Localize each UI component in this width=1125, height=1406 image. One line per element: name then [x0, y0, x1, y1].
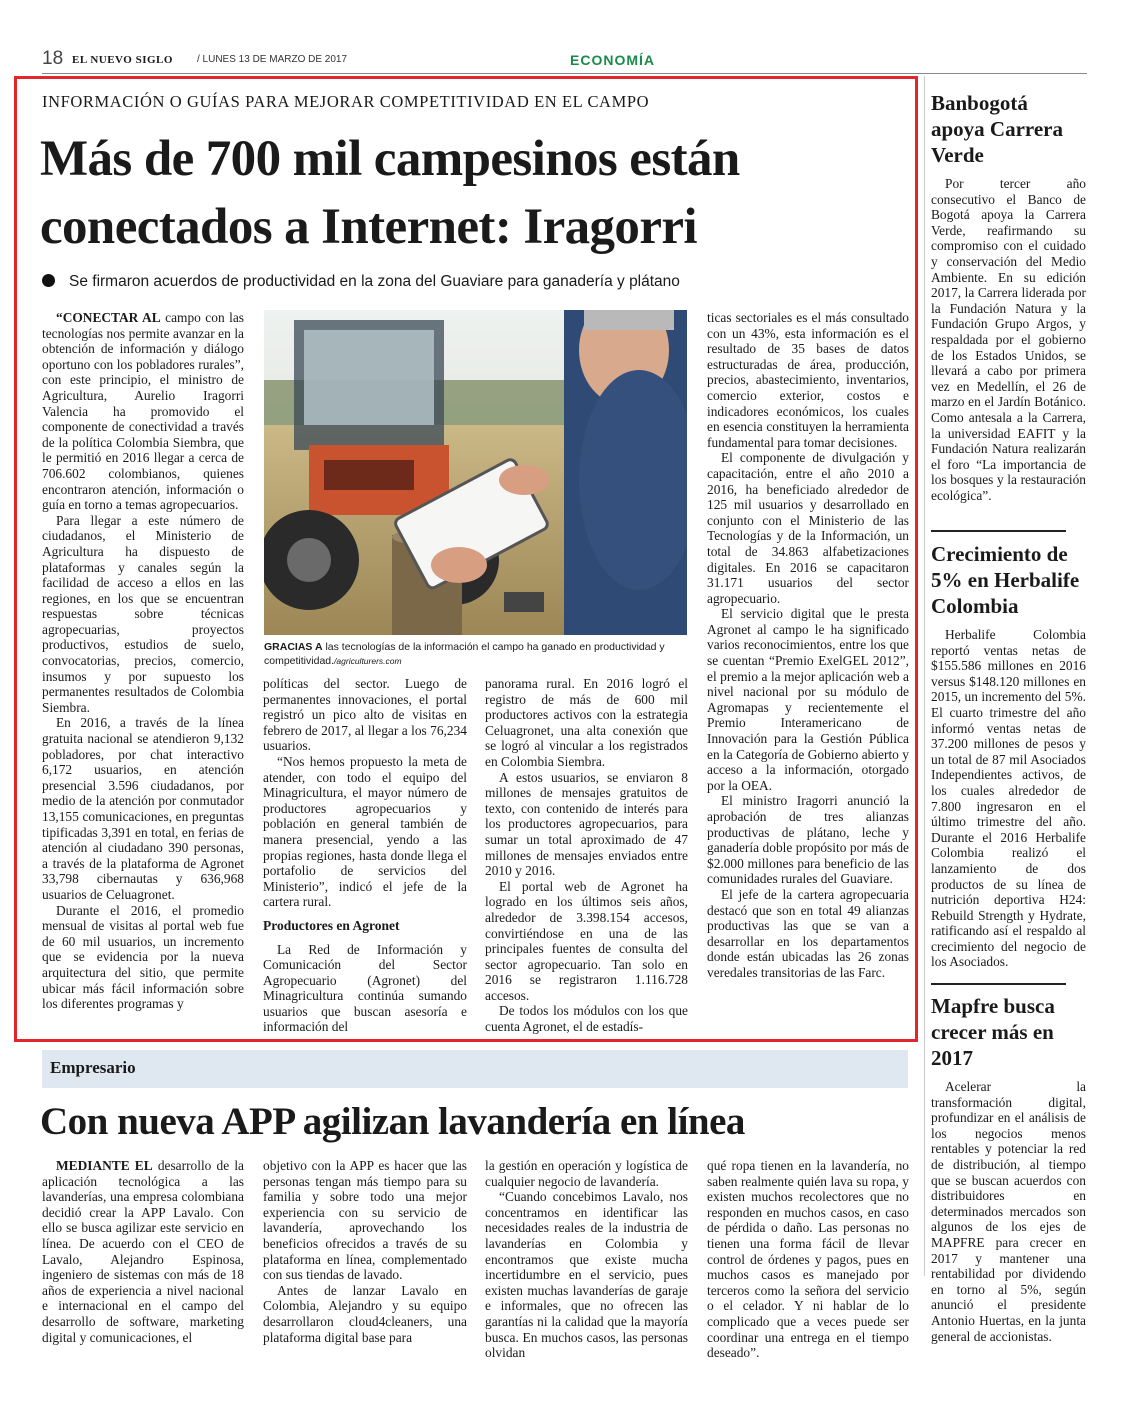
col2-subheading: Productores en Agronet: [263, 917, 400, 933]
photo-caption: [264, 641, 687, 668]
second-headline: Con nueva APP agilizan lavandería en línea: [40, 1100, 745, 1143]
bullet-icon: [42, 274, 55, 287]
paragraph: “Cuando concebimos Lavalo, nos concentramos en identificar las necesidades reales de la industria de lavanderías en Colombia y encontramos que existe mucha incertidumbre en el servicio, pues existen muchas lavanderías de garaje e informales, que no ofrecen las garantías ni la calidad que la mayoría busca. En muchos casos, las personas olvidan: [485, 1189, 688, 1361]
header-rule: [42, 73, 1087, 74]
subhead: [42, 273, 902, 291]
paragraph: qué ropa tienen en la lavandería, no saben realmente quién lava su ropa, y existen muchos recolectores que no responden en muchos casos, en caso de pérdida o daño. Las personas no tienen una forma fácil de llevar control de órdenes y pagos, pues en muchos casos es manejado por terceros como la señora del servicio o el celador. Y ni hablar de lo complicado que a veces puede ser coordinar una entrega en el tiempo deseado”.: [707, 1158, 909, 1361]
paragraph: En 2016, a través de la línea gratuita nacional se atendieron 9,132 pobladores, por chat interactivo 6,172 usuarios, en atención presencial 3.596 ciudadanos, por medio de la atención por conmutador 13,155 comunicaciones, en preguntas tipificadas 3,391 en total, en ferias de atención al ciudadano 390 personas, a través de la plataforma de Agronet 33,798 cibernautas y 636,968 usuarios de Celuagronet.: [42, 715, 244, 902]
brief-title: Banbogotá apoya Carrera Verde: [931, 91, 1063, 167]
empresario-band: [42, 1050, 908, 1088]
paragraph: El servicio digital que le presta Agronet al campo le ha significado varios reconocimientos, entre los que se cuentan “Premio ExelGEL 2012”, el premio a la mejor aplicación web a nivel nacional por su módulo de Agromapas y recientemente el Premio Interamericano de Innovación para la Gestión Pública en la Categoría de Gobierno abierto y acceso a la información, otorgado por la OEA.: [707, 606, 909, 793]
second-col-1: MEDIANTE EL desarrollo de la aplicación tecnológica a las lavanderías, una empresa colombiana decidió crear la APP Lavalo. Con ello se busca agilizar este servicio en línea. De acuerdo con el CEO de Lavalo, Alejandro Espinosa, ingeniero de sistemas con más de 18 años de experiencia a nivel nacional e internacional en el campo del desarrollo de software, marketing digital y comunicaciones, el: [42, 1158, 244, 1345]
headline-line-2: conectados a Internet: Iragorri: [40, 199, 697, 255]
sidebar-rule-1: [931, 530, 1066, 532]
main-headline: [40, 125, 910, 261]
page-header: [42, 48, 1088, 74]
paragraph: El componente de divulgación y capacitación, entre el año 2010 a 2016, ha beneficiado alrededor de 125 mil usuarios y desarrollado en conjunto con el Ministerio de las Tecnologías y de la Información, un total de 34.863 alfabetizaciones digitales. En 2016 se capacitaron 31.171 usuarios del sector agropecuario.: [707, 450, 909, 606]
paragraph: A estos usuarios, se enviaron 8 millones de mensajes gratuitos de texto, con contenido de interés para los productores agropecuarios, para sumar un total aproximado de 47 millones de mensajes enviados entre 2010 y 2016.: [485, 769, 688, 879]
caption-text: las tecnologías de la información el campo ha ganado en productividad y competitividad.: [264, 641, 665, 667]
paragraph: Durante el 2016, el promedio mensual de visitas al portal web fue de 60 mil usuarios, un incremento que se evidencia por la nueva arquitectura del sitio, que permite ubicar más fácil información sobre los diferentes programas y: [42, 902, 244, 1012]
paragraph: objetivo con la APP es hacer que las personas tengan más tiempo para su familia y sobre todo una mejor experiencia con su servicio de lavandería, aprovechando los beneficios ofrecidos a través de su plataforma en línea, complementado con sus tiendas de lavado.: [263, 1158, 467, 1283]
paragraph: La Red de Información y Comunicación del Sector Agropecuario (Agronet) del Minagricultura continúa sumando usuarios que buscan asesoría e información del: [263, 941, 467, 1035]
second-col-3: [485, 1158, 688, 1361]
paragraph: El ministro Iragorri anunció la aprobación de tres alianzas productivas de plátano, leche y ganadería doble propósito por más de $2.000 millones para beneficio de las comunidades rurales del Guaviare.: [707, 793, 909, 887]
caption-lead: GRACIAS A: [264, 641, 323, 653]
paragraph: Para llegar a este número de ciudadanos, el Ministerio de Agricultura ha dispuesto de plataformas y canales según la facilidad de acceso a ellos en las regiones, en los que se encuentran respuestas sobre técnicas agropecuarias, proyectos productivos, estudios de suelo, convocatorias, precios, comercio, insumos y por supuesto los permanentes resultados de Colombia Siembra.: [42, 512, 244, 715]
subhead-text: Se firmaron acuerdos de productividad en la zona del Guaviare para ganadería y plátano: [69, 273, 680, 290]
second-col-2: [263, 1158, 467, 1345]
paragraph: El jefe de la cartera agropecuaria destacó que son en total 49 alianzas productivas las que se van a desarrollar en los departamentos donde están ubicadas las 26 zonas veredales transitorias de las Farc.: [707, 886, 909, 980]
paragraph: políticas del sector. Luego de permanentes innovaciones, el portal registró un pico alto de visitas en febrero de 2017, al llegar a los 76,234 usuarios.: [263, 676, 467, 754]
brief-title: Crecimiento de 5% en Herbalife Colombia: [931, 542, 1080, 618]
lead-in: “CONECTAR AL: [56, 310, 161, 325]
sidebar-rule-2: [931, 983, 1066, 985]
section-label: Empresario: [50, 1058, 136, 1077]
paragraph: De todos los módulos con los que cuenta Agronet, el de estadís-: [485, 1003, 688, 1035]
sidebar-divider: [924, 76, 925, 1276]
paragraph: El portal web de Agronet ha logrado en los últimos seis años, alrededor de 3.398.154 accesos, convirtiéndose en una de las principales fuentes de consulta del sector agropecuario. Tan solo en 2016 se registraron 1.116.728 accesos.: [485, 878, 688, 1003]
main-col-1: “CONECTAR AL campo con las tecnologías nos permite avanzar en la obtención de información y diálogo oportuno con los pobladores rurales”, con este principio, el ministro de Agricultura, Aurelio Iragorri Valencia ha promovido el componente de conectividad a través de la política Colombia Siembra, que le permitió en 2016 llegar a cerca de 706.602 colombianos, quienes encontraron atención, información o guía en torno a temas agropecuarios. Para llegar a este número de ciudadanos, el Ministerio de Agricultura ha dispuesto de plataformas y canales según la facilidad de acceso a ellos en las regiones, en los que se encuentran respuestas sobre técnicas agropecuarias, proyectos productivos, estudios de suelo, convocatorias, precios, comercio, insumos y por supuesto los permanentes resultados de Colombia Siembra. En 2016, a través de la línea gratuita nacional se atendieron 9,132 pobladores, por chat interactivo 6,172 usuarios, en atención presencial 3.596 ciudadanos, por medio de la atención por conmutador 13,155 comunicaciones, en preguntas tipificadas 3,391 en total, en ferias de atención al ciudadano 390 personas, a través de la plataforma de Agronet 33,798 cibernautas y 636,968 usuarios de Celuagronet. Durante el 2016, el promedio mensual de visitas al portal web fue de 60 mil usuarios, un incremento que se evidencia por la nueva arquitectura del sitio, que permite ubicar más fácil información sobre los diferentes programas y: [42, 310, 244, 1012]
main-col-4: [707, 310, 909, 981]
sidebar-brief-1: [931, 90, 1086, 503]
paragraph: la gestión en operación y logística de cualquier negocio de lavandería.: [485, 1158, 688, 1189]
paragraph: “Nos hemos propuesto la meta de atender, con todo el equipo del Minagricultura, el mayor número de productores agropecuarios y población en general también de manera presencial, yendo a las propias regiones, hasta donde llega el portafolio de servicios del Ministerio”, indicó el jefe de la cartera rural.: [263, 753, 467, 910]
headline-line-1: Más de 700 mil campesinos están: [40, 131, 740, 187]
main-col-2: [263, 676, 467, 1035]
brief-text: Herbalife Colombia reportó ventas netas de $155.586 millones en 2016 versus $148.120 millones en 2015, un incremento del 5%. El cuarto trimestre del año informó ventas netas de 37.200 millones de pesos y un total de 87 mil Asociados Independientes activos, de los cuales alrededor de 7.800 ingresaron en el último trimestre del año. Durante el 2016 Herbalife Colombia realizó el lanzamiento de dos productos de su línea de nutrición deportiva H24: Rebuild Strength y Hydrate, ratificando así el respaldo al crecimiento del negocio de los Asociados.: [931, 627, 1086, 970]
second-col-4: [707, 1158, 909, 1361]
paragraph: Antes de lanzar Lavalo en Colombia, Alejandro y su equipo desarrollaron cloud4cleaners, una plataforma digital base para: [263, 1282, 467, 1345]
lead-in: MEDIANTE EL: [56, 1158, 153, 1173]
issue-date: / LUNES 13 DE MARZO DE 2017: [197, 54, 348, 65]
main-kicker: INFORMACIÓN O GUÍAS PARA MEJORAR COMPETITIVIDAD EN EL CAMPO: [42, 92, 650, 111]
photo-illustration: [264, 310, 687, 635]
sidebar-brief-2: [931, 541, 1086, 970]
section-name: ECONOMÍA: [570, 52, 655, 68]
paragraph: panorama rural. En 2016 logró el registro de más de 600 mil productores activos con la estrategia Celuagronet, una alta conexión que se logró al vincular a los registrados en Colombia Siembra.: [485, 676, 688, 769]
brief-text: Acelerar la transformación digital, profundizar en el análisis de los negocios menos rentables y potenciar la red de distribución, al tiempo que se buscan acuerdos con distribuidores en determinados mercados son algunos de los ejes de MAPFRE para crecer en 2017 y mantener una rentabilidad por dividendo en torno al 5%, según anunció el presidente Antonio Huertas, en la junta general de accionistas.: [931, 1079, 1086, 1344]
paragraph: ticas sectoriales es el más consultado con un 43%, esta información es el resultado de 35 bases de datos estructuradas de área, producción, precios, abastecimiento, inventarios, comercio exterior, costos e indicadores económicos, los cuales en esencia constituyen la herramienta fundamental para tomar decisiones.: [707, 310, 909, 450]
sidebar-brief-3: [931, 993, 1086, 1344]
brief-title: Mapfre busca crecer más en 2017: [931, 994, 1055, 1070]
farmer-tablet-photo: [264, 310, 687, 635]
paper-name: EL NUEVO SIGLO: [72, 54, 173, 66]
photo-credit: /agriculturers.com: [334, 655, 402, 666]
brief-text: Por tercer año consecutivo el Banco de Bogotá apoya la Carrera Verde, reafirmando su compromiso con el cuidado y conservación del Medio Ambiente. En su edición 2017, la Carrera liderada por la Fundación Natura y la Fundación Grupo Argos, y respaldada por el gobierno de los Estados Unidos, se llevará a cabo por primera vez en Medellín, el 26 de marzo en el Jardín Botánico. Como antesala a la Carrera, la universidad EAFIT y la Fundación Natura realizarán el foro “La importancia de los bosques y la restauración ecológica”.: [931, 176, 1086, 503]
main-col-3: [485, 676, 688, 1035]
page-number: 18: [42, 48, 64, 69]
